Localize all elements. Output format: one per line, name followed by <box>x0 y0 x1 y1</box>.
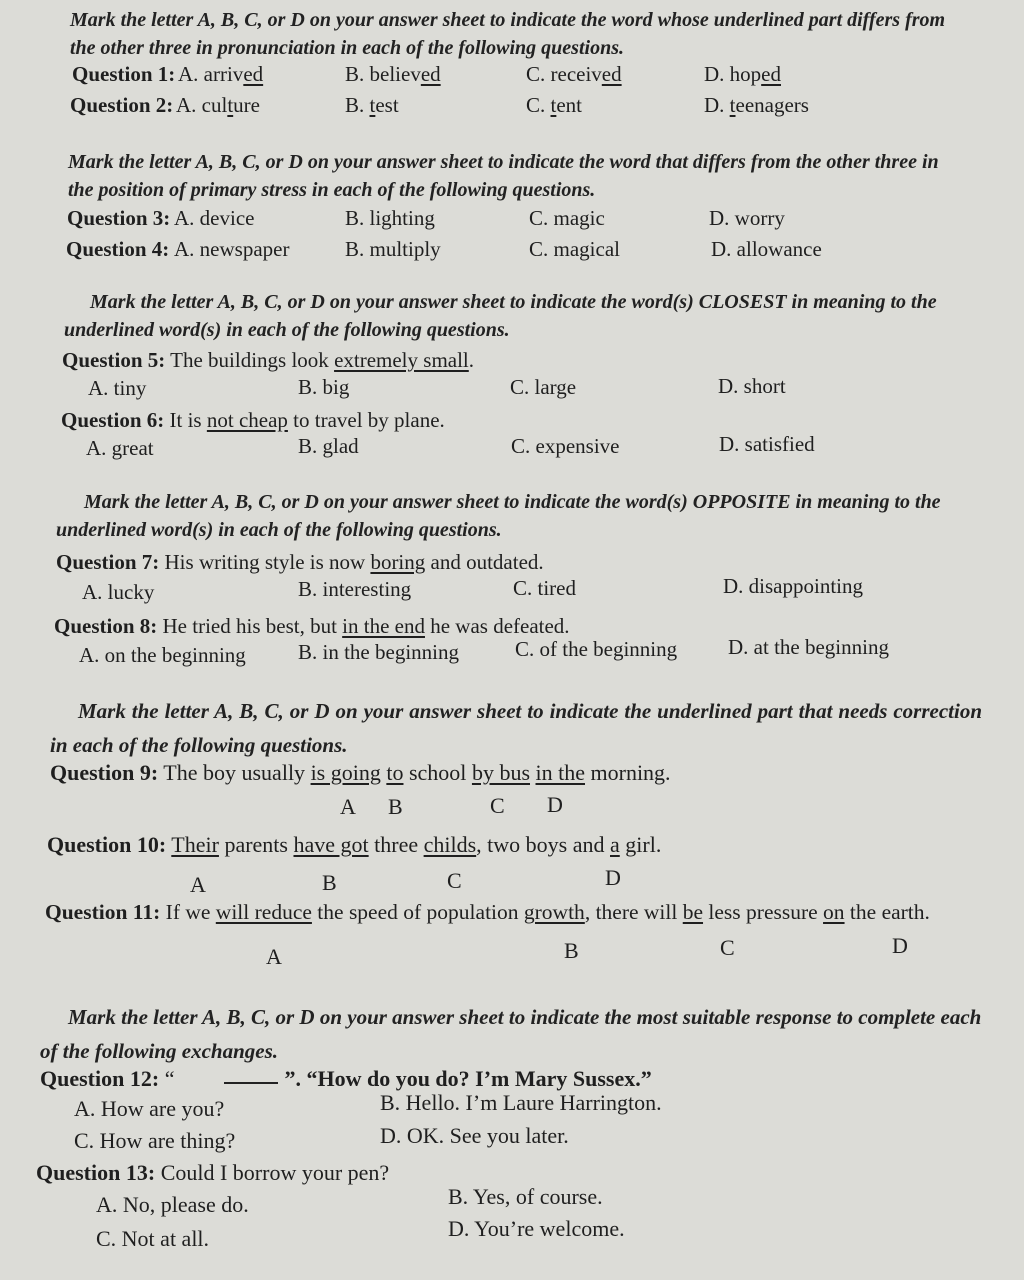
q10-marker-b: B <box>322 870 337 895</box>
q8-option-b: B. in the beginning <box>298 640 459 664</box>
q12-stem: Question 12: “ ”. “How do you do? I’m Mary Sussex.” <box>40 1066 652 1091</box>
q3-option-a: A. device <box>174 206 255 230</box>
q5-option-c: C. large <box>510 375 577 399</box>
q13-stem: Question 13: Could I borrow your pen? <box>36 1160 390 1185</box>
q6-option-b: B. glad <box>298 434 359 458</box>
section1-instruction: Mark the letter A, B, C, or D on your answer sheet to indicate the word whose underlined part differs from the other three in pronunciation in each of the following questions. <box>70 9 946 59</box>
q10-marker-a: A <box>190 872 206 897</box>
q13-option-d: D. You’re welcome. <box>448 1216 625 1241</box>
q12-blank <box>224 1082 278 1084</box>
q10-marker-d: D <box>605 865 621 890</box>
q5-option-d: D. short <box>718 374 786 398</box>
q4-label: Question 4: <box>66 237 170 261</box>
q7-option-b: B. interesting <box>298 577 412 601</box>
q5-stem: Question 5: The buildings look extremely small. <box>62 348 475 372</box>
q4-option-c: C. magical <box>529 237 620 261</box>
section3-instruction: Mark the letter A, B, C, or D on your answer sheet to indicate the word(s) CLOSEST in meaning to the underlined word(s) in each of the following questions. <box>64 291 937 341</box>
q11-marker-b: B <box>564 938 579 963</box>
q8-option-c: C. of the beginning <box>515 637 678 661</box>
q3-option-b: B. lighting <box>345 206 435 230</box>
q9-marker-a: A <box>340 794 356 819</box>
q1-label: Question 1: <box>72 62 176 86</box>
q8-stem: Question 8: He tried his best, but in the end he was defeated. <box>54 614 570 638</box>
q9-marker-c: C <box>490 793 505 818</box>
q4-option-a: A. newspaper <box>174 237 290 261</box>
q12-option-a: A. How are you? <box>74 1096 225 1121</box>
q9-marker-d: D <box>547 792 563 817</box>
q3-label: Question 3: <box>67 206 171 230</box>
q4-option-b: B. multiply <box>345 237 441 261</box>
q3-option-c: C. magic <box>529 206 605 230</box>
q8-option-d: D. at the beginning <box>728 635 889 659</box>
q11-stem: Question 11: If we will reduce the speed of population growth, there will be less pressure on the earth. <box>45 900 930 924</box>
q1-option-b: B. believed <box>345 62 441 86</box>
q6-option-a: A. great <box>86 436 154 460</box>
q1-option-d: D. hoped <box>704 62 781 86</box>
q11-marker-c: C <box>720 935 735 960</box>
q9-marker-b: B <box>388 794 403 819</box>
section4-instruction: Mark the letter A, B, C, or D on your answer sheet to indicate the word(s) OPPOSITE in meaning to the underlined word(s) in each of the following questions. <box>56 491 941 541</box>
section5-instruction: Mark the letter A, B, C, or D on your answer sheet to indicate the underlined part that needs correction in each of the following questions. <box>50 699 982 757</box>
q5-option-b: B. big <box>298 375 350 399</box>
q6-option-d: D. satisfied <box>719 432 815 456</box>
q6-option-c: C. expensive <box>511 434 620 458</box>
section6-instruction: Mark the letter A, B, C, or D on your answer sheet to indicate the most suitable response to complete each of the following exchanges. <box>40 1005 982 1063</box>
q13-option-a: A. No, please do. <box>96 1192 249 1217</box>
q1-option-a: A. arrived <box>178 62 264 86</box>
section2-instruction: Mark the letter A, B, C, or D on your answer sheet to indicate the word that differs from the other three in the position of primary stress in each of the following questions. <box>68 151 939 201</box>
q7-option-a: A. lucky <box>82 580 155 604</box>
q2-option-a: A. culture <box>176 93 260 117</box>
q13-option-b: B. Yes, of course. <box>448 1184 603 1209</box>
q1-option-c: C. received <box>526 62 622 86</box>
q7-option-d: D. disappointing <box>723 574 863 598</box>
q7-option-c: C. tired <box>513 576 576 600</box>
q2-option-b: B. test <box>345 93 399 117</box>
q6-stem: Question 6: It is not cheap to travel by plane. <box>61 408 445 432</box>
q12-option-b: B. Hello. I’m Laure Harrington. <box>380 1090 662 1115</box>
q11-marker-a: A <box>266 944 282 969</box>
q10-marker-c: C <box>447 868 462 893</box>
q12-option-d: D. OK. See you later. <box>380 1123 569 1148</box>
q13-option-c: C. Not at all. <box>96 1226 210 1251</box>
q10-stem: Question 10: Their parents have got three childs, two boys and a girl. <box>47 832 662 857</box>
q5-option-a: A. tiny <box>88 376 147 400</box>
q8-option-a: A. on the beginning <box>79 643 246 667</box>
q3-option-d: D. worry <box>709 206 785 230</box>
q2-option-d: D. teenagers <box>704 93 809 117</box>
q4-option-d: D. allowance <box>711 237 822 261</box>
q2-option-c: C. tent <box>526 93 583 117</box>
q11-marker-d: D <box>892 933 908 958</box>
q7-stem: Question 7: His writing style is now boring and outdated. <box>56 550 544 574</box>
q2-label: Question 2: <box>70 93 174 117</box>
q12-option-c: C. How are thing? <box>74 1128 236 1153</box>
q9-stem: Question 9: The boy usually is going to school by bus in the morning. <box>50 760 671 785</box>
